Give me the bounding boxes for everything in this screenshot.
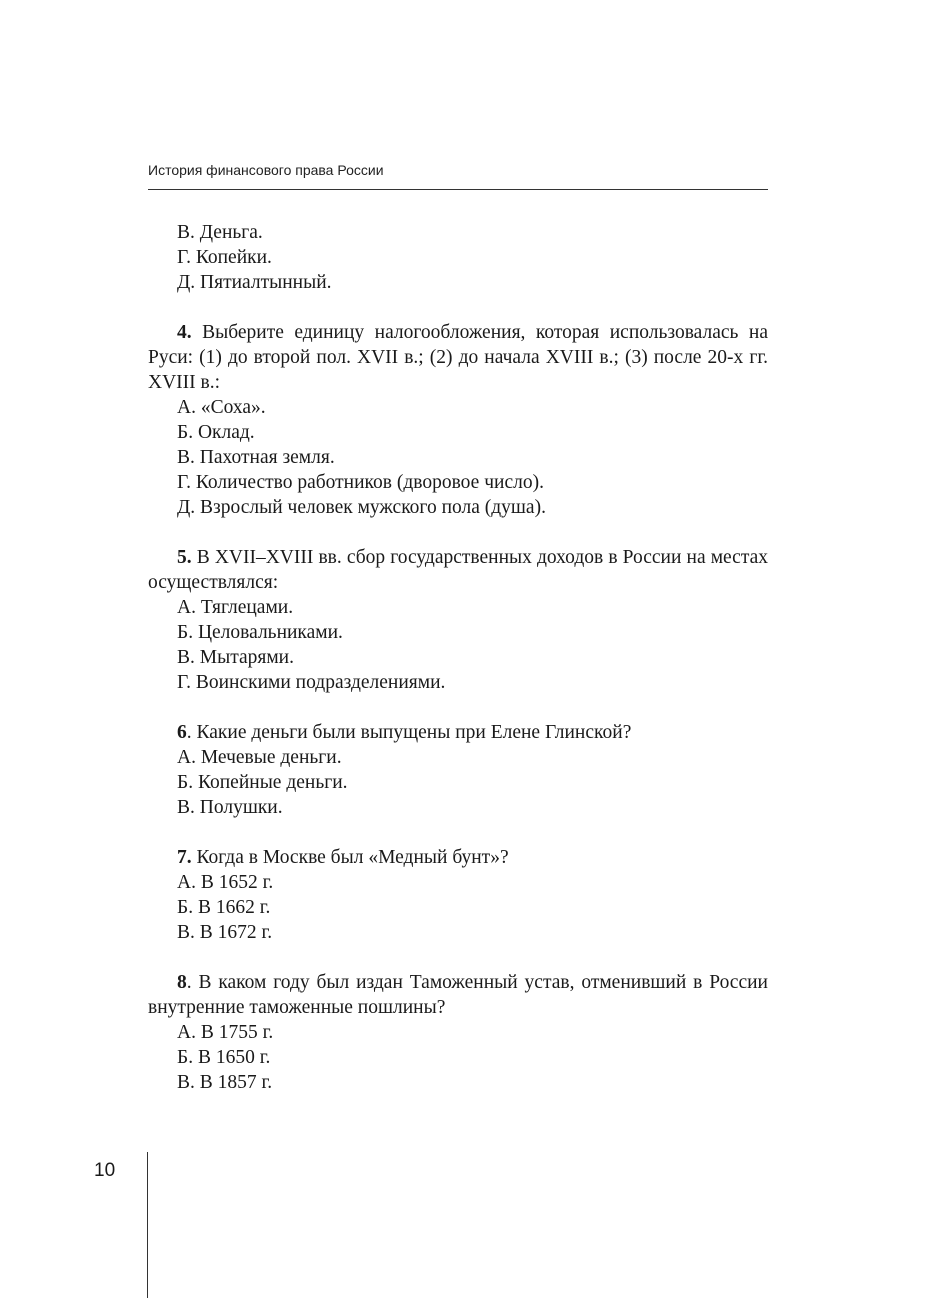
question-number: 6 bbox=[177, 722, 187, 743]
question-body: Когда в Москве был «Медный бунт»? bbox=[191, 847, 509, 868]
answer-option: А. «Соха». bbox=[177, 397, 266, 418]
answer-option: Б. Оклад. bbox=[177, 422, 255, 443]
question-body: В XVII–XVIII вв. сбор государственных доходов в России на местах осуществлялся: bbox=[148, 547, 768, 593]
answer-option: Б. В 1650 г. bbox=[177, 1047, 271, 1068]
question-number: 4. bbox=[177, 322, 192, 343]
question-5 bbox=[148, 545, 768, 695]
answer-option: А. Мечевые деньги. bbox=[177, 747, 342, 768]
page-content bbox=[148, 220, 768, 1095]
answer-option: Б. В 1662 г. bbox=[177, 897, 271, 918]
answer-option: В. Деньга. bbox=[177, 222, 263, 243]
question-6 bbox=[148, 720, 768, 820]
running-header-title: История финансового права России bbox=[148, 162, 384, 178]
answer-option: Д. Взрослый человек мужского пола (душа). bbox=[177, 497, 546, 518]
answer-option: А. В 1755 г. bbox=[177, 1022, 274, 1043]
answer-option: Г. Копейки. bbox=[177, 247, 272, 268]
question-text bbox=[148, 320, 768, 395]
answer-option: Д. Пятиалтынный. bbox=[177, 272, 332, 293]
answer-option: В. В 1857 г. bbox=[177, 1072, 273, 1093]
answer-option: Б. Целовальниками. bbox=[177, 622, 343, 643]
question-number: 7. bbox=[177, 847, 192, 868]
question-7 bbox=[148, 845, 768, 945]
answer-option: Г. Количество работников (дворовое число). bbox=[177, 472, 544, 493]
answer-option: А. Тяглецами. bbox=[177, 597, 294, 618]
answer-option: В. Пахотная земля. bbox=[177, 447, 335, 468]
question-number: 8 bbox=[177, 972, 187, 993]
answer-option: Г. Воинскими подразделениями. bbox=[177, 672, 446, 693]
question-8 bbox=[148, 970, 768, 1095]
footer-vertical-rule bbox=[147, 1152, 148, 1298]
header-divider bbox=[148, 189, 768, 190]
continued-options bbox=[148, 220, 768, 295]
answer-option: В. В 1672 г. bbox=[177, 922, 273, 943]
question-body: . В каком году был издан Таможенный устав, отменивший в России внутренние таможенные пошлины? bbox=[148, 972, 768, 1018]
question-text bbox=[148, 720, 768, 745]
question-4 bbox=[148, 320, 768, 520]
answer-option: В. Полушки. bbox=[177, 797, 283, 818]
question-body: Выберите единицу налогообложения, которая использовалась на Руси: (1) до второй пол. XVII в.; (2) до начала XVIII в.; (3) после 20-х гг. XVIII в.: bbox=[148, 322, 768, 393]
question-text bbox=[148, 970, 768, 1020]
answer-option: В. Мытарями. bbox=[177, 647, 294, 668]
answer-option: Б. Копейные деньги. bbox=[177, 772, 348, 793]
answer-option: А. В 1652 г. bbox=[177, 872, 274, 893]
question-text bbox=[148, 845, 768, 870]
question-number: 5. bbox=[177, 547, 192, 568]
question-body: . Какие деньги были выпущены при Елене Глинской? bbox=[186, 722, 632, 743]
page-number: 10 bbox=[94, 1160, 116, 1181]
question-text bbox=[148, 545, 768, 595]
